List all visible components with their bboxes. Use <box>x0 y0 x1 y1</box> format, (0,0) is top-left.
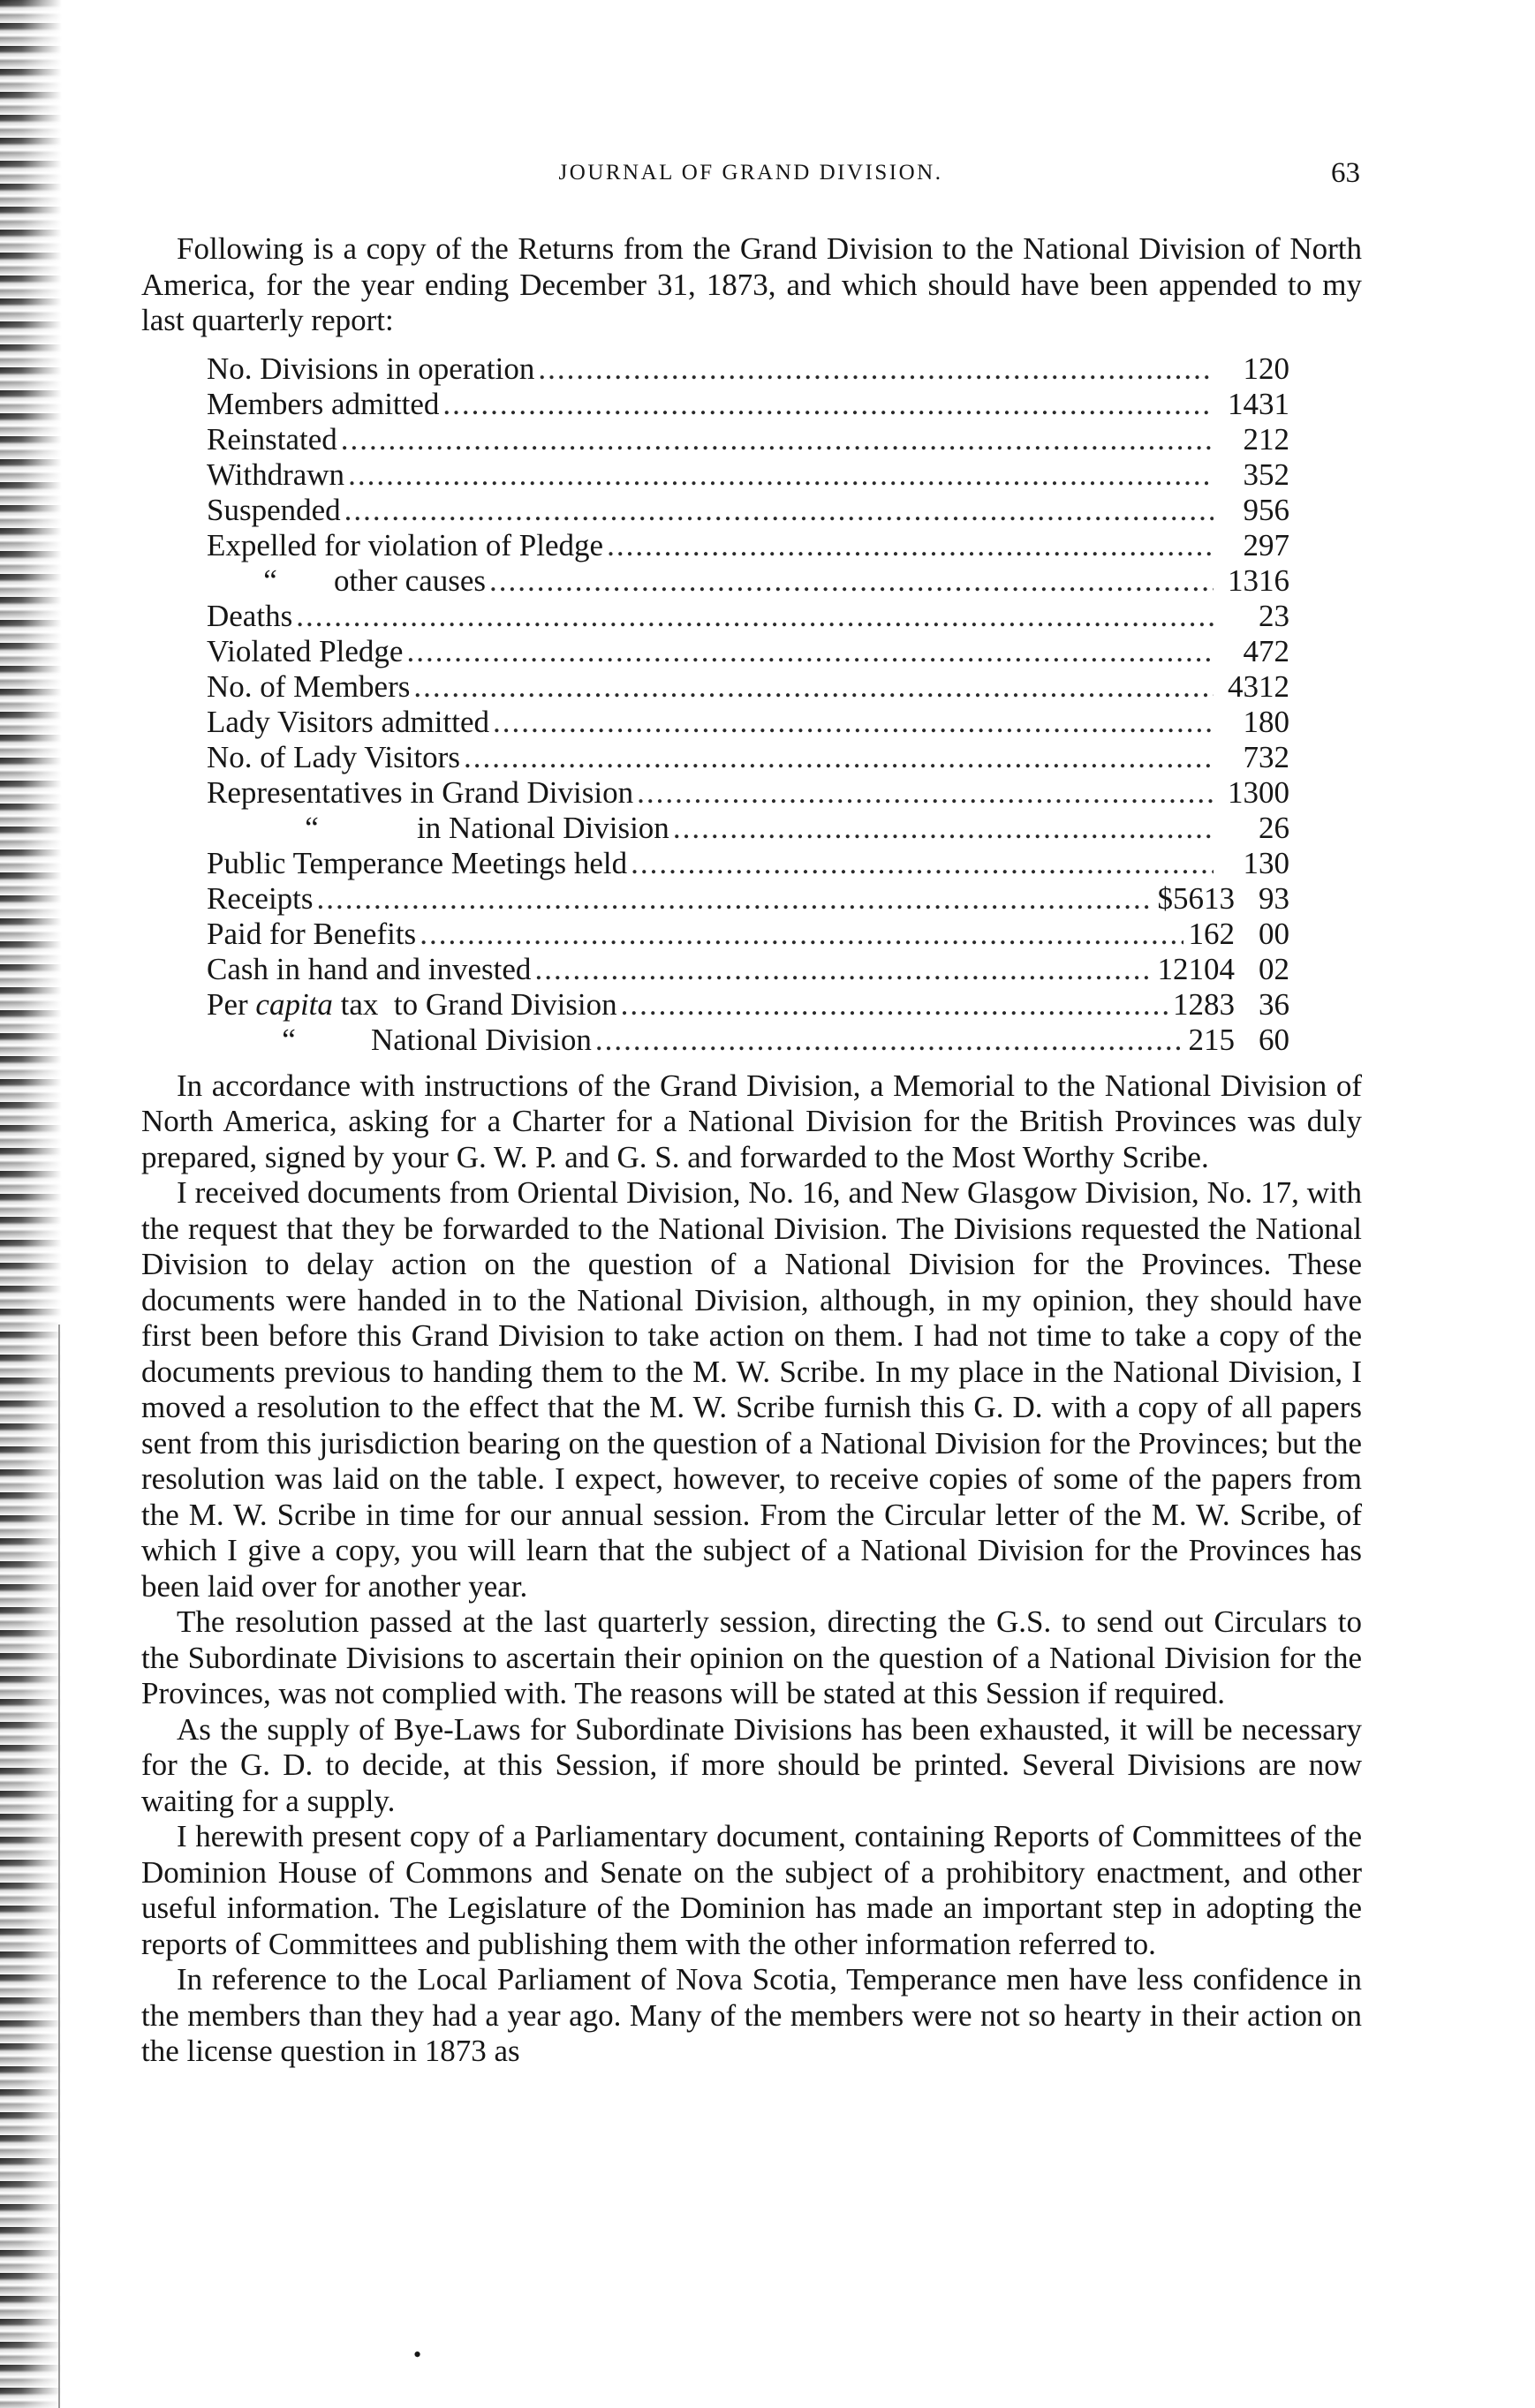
returns-value: 120 <box>1243 351 1289 386</box>
returns-label: Public Temperance Meetings held <box>207 845 628 880</box>
dot-leader <box>337 422 1214 458</box>
ditto-mark: “ <box>305 810 319 845</box>
returns-label: No. Divisions in operation <box>207 351 535 386</box>
returns-value: 1316 <box>1228 562 1289 598</box>
running-title: JOURNAL OF GRAND DIVISION. <box>558 161 943 185</box>
returns-row <box>207 599 1289 634</box>
returns-row <box>207 917 1289 952</box>
returns-value: 956 <box>1243 492 1289 527</box>
returns-row <box>207 493 1289 528</box>
amount-cents: 93 <box>1259 880 1289 916</box>
returns-label <box>207 987 617 1023</box>
dot-leader <box>341 493 1214 529</box>
returns-row <box>207 1023 1289 1058</box>
returns-row <box>207 952 1289 987</box>
returns-label: Violated Pledge <box>207 633 404 668</box>
dot-leader <box>403 634 1214 670</box>
body-paragraph: In reference to the Local Parliament of Nova Scotia, Temperance men have less confidence in the members than they had a year ago. Many of the members were not so hearty in their action on the license question in 1873 as <box>141 1962 1362 2068</box>
amount-cents: 00 <box>1259 916 1289 951</box>
returns-row <box>207 563 1289 599</box>
page-edge-line <box>58 1325 60 2408</box>
returns-value: 180 <box>1243 704 1289 739</box>
amount-dollars: 215 <box>1188 1022 1235 1057</box>
returns-value: 1431 <box>1228 386 1289 421</box>
returns-label: National Division <box>371 1022 592 1057</box>
amount-dollars: $5613 <box>1157 880 1235 916</box>
body-paragraph: The resolution passed at the last quarterly session, directing the G.S. to send out Circulars to the Subordinate Divisions to ascertain their opinion on the question of a National Division for the Provinces, was not complied with. The reasons will be stated at this Session if required. <box>141 1604 1362 1710</box>
returns-row <box>207 351 1289 387</box>
returns-row <box>207 846 1289 881</box>
dot-leader <box>603 528 1214 564</box>
ditto-mark: “ <box>263 562 277 598</box>
amount-cents: 36 <box>1259 986 1289 1022</box>
returns-row <box>207 669 1289 705</box>
dot-leader <box>534 351 1214 388</box>
returns-value <box>1183 1023 1290 1059</box>
returns-row <box>207 634 1289 669</box>
returns-label: Reinstated <box>207 421 337 457</box>
label-part: tax to Grand Division <box>332 986 617 1022</box>
dot-leader <box>633 775 1214 811</box>
returns-label: in National Division <box>417 810 669 845</box>
amount-dollars: 12104 <box>1157 951 1235 986</box>
returns-label: Cash in hand and invested <box>207 951 532 986</box>
returns-label: Representatives in Grand Division <box>207 774 634 810</box>
book-binding-edge <box>0 0 62 2408</box>
returns-value <box>1153 952 1290 988</box>
returns-row <box>207 740 1289 775</box>
returns-label: Withdrawn <box>207 457 345 492</box>
page-body <box>141 231 1362 2070</box>
body-paragraph: I herewith present copy of a Parliamentary document, containing Reports of Committees of the Dominion House of Commons and Senate on the subject of a prohibitory enactment, and other useful information. The Legislature of the Dominion has made an important step in adopting the reports of Committees and publishing them with the other information referred to. <box>141 1819 1362 1961</box>
returns-value <box>1183 917 1290 953</box>
returns-value: 472 <box>1243 633 1289 668</box>
returns-row <box>207 775 1289 811</box>
returns-label: Receipts <box>207 880 314 916</box>
returns-row <box>207 987 1289 1023</box>
dot-leader <box>344 457 1214 494</box>
stray-mark: • <box>413 2342 422 2367</box>
returns-value: 130 <box>1243 845 1289 880</box>
dot-leader <box>627 846 1214 882</box>
body-paragraph: In accordance with instructions of the Grand Division, a Memorial to the National Division of North America, asking for a Charter for a National Division for the British Provinces was duly prepared, signed by your G. W. P. and G. S. and forwarded to the Most Worthy Scribe. <box>141 1068 1362 1174</box>
amount-dollars: 1283 <box>1173 986 1235 1022</box>
dot-leader <box>314 881 1153 917</box>
label-part: Per <box>207 986 256 1022</box>
returns-value: 26 <box>1259 810 1289 845</box>
returns-label: Deaths <box>207 598 293 633</box>
returns-label: other causes <box>334 562 487 598</box>
returns-row <box>207 705 1289 740</box>
page-header <box>141 157 1360 201</box>
returns-value: 23 <box>1259 598 1289 633</box>
returns-label: Members admitted <box>207 386 440 421</box>
returns-label: Suspended <box>207 492 341 527</box>
returns-table <box>207 351 1289 1058</box>
dot-leader <box>486 563 1214 600</box>
returns-row <box>207 387 1289 422</box>
dot-leader <box>531 952 1152 988</box>
returns-label: Lady Visitors admitted <box>207 704 489 739</box>
body-paragraph: As the supply of Bye-Laws for Subordinate Divisions has been exhausted, it will be necessary for the G. D. to decide, at this Session, if more should be printed. Several Divisions are now waiting for a supply. <box>141 1711 1362 1818</box>
returns-value: 352 <box>1243 457 1289 492</box>
dot-leader <box>439 387 1214 423</box>
dot-leader <box>489 705 1214 741</box>
returns-value <box>1153 881 1290 917</box>
returns-value: 212 <box>1243 421 1289 457</box>
dot-leader <box>410 669 1214 706</box>
returns-row <box>207 528 1289 563</box>
returns-label: No. of Lady Visitors <box>207 739 460 774</box>
returns-row <box>207 881 1289 917</box>
returns-value: 297 <box>1243 527 1289 562</box>
returns-value <box>1168 987 1289 1023</box>
amount-cents: 60 <box>1259 1022 1289 1057</box>
amount-cents: 02 <box>1259 951 1289 986</box>
returns-label: Expelled for violation of Pledge <box>207 527 604 562</box>
ditto-mark: “ <box>282 1022 296 1057</box>
dot-leader <box>617 987 1168 1023</box>
dot-leader <box>416 917 1183 953</box>
dot-leader <box>669 811 1214 847</box>
label-italic: capita <box>255 986 333 1022</box>
dot-leader <box>460 740 1214 776</box>
returns-row <box>207 811 1289 846</box>
returns-value: 1300 <box>1228 774 1289 810</box>
returns-label: Paid for Benefits <box>207 916 417 951</box>
returns-value: 4312 <box>1228 668 1289 704</box>
returns-label: No. of Members <box>207 668 411 704</box>
dot-leader <box>292 599 1214 635</box>
dot-leader <box>592 1023 1183 1059</box>
returns-value: 732 <box>1243 739 1289 774</box>
page-number: 63 <box>1331 157 1360 189</box>
returns-row <box>207 457 1289 493</box>
amount-dollars: 162 <box>1188 916 1235 951</box>
body-paragraph: I received documents from Oriental Division, No. 16, and New Glasgow Division, No. 17, with the request that they be forwarded to the National Division. The Divisions requested the National Division to delay action on the question of a National Division for the Provinces. These documents were handed in to the National Division, although, in my opinion, they should have first been before this Grand Division to take action on them. I had not time to take a copy of the documents previous to handing them to the M. W. Scribe. In my place in the National Division, I moved a resolution to the effect that the M. W. Scribe furnish this G. D. with a copy of all papers sent from this jurisdiction bearing on the question of a National Division for the Provinces; but the resolution was laid on the table. I expect, however, to receive copies of some of the papers from the M. W. Scribe in time for our annual session. From the Circular letter of the M. W. Scribe, of which I give a copy, you will learn that the subject of a National Division for the Provinces has been laid over for another year. <box>141 1175 1362 1604</box>
intro-paragraph: Following is a copy of the Returns from the Grand Division to the National Division of North America, for the year ending December 31, 1873, and which should have been appended to my last quarterly report: <box>141 231 1362 337</box>
returns-row <box>207 422 1289 457</box>
